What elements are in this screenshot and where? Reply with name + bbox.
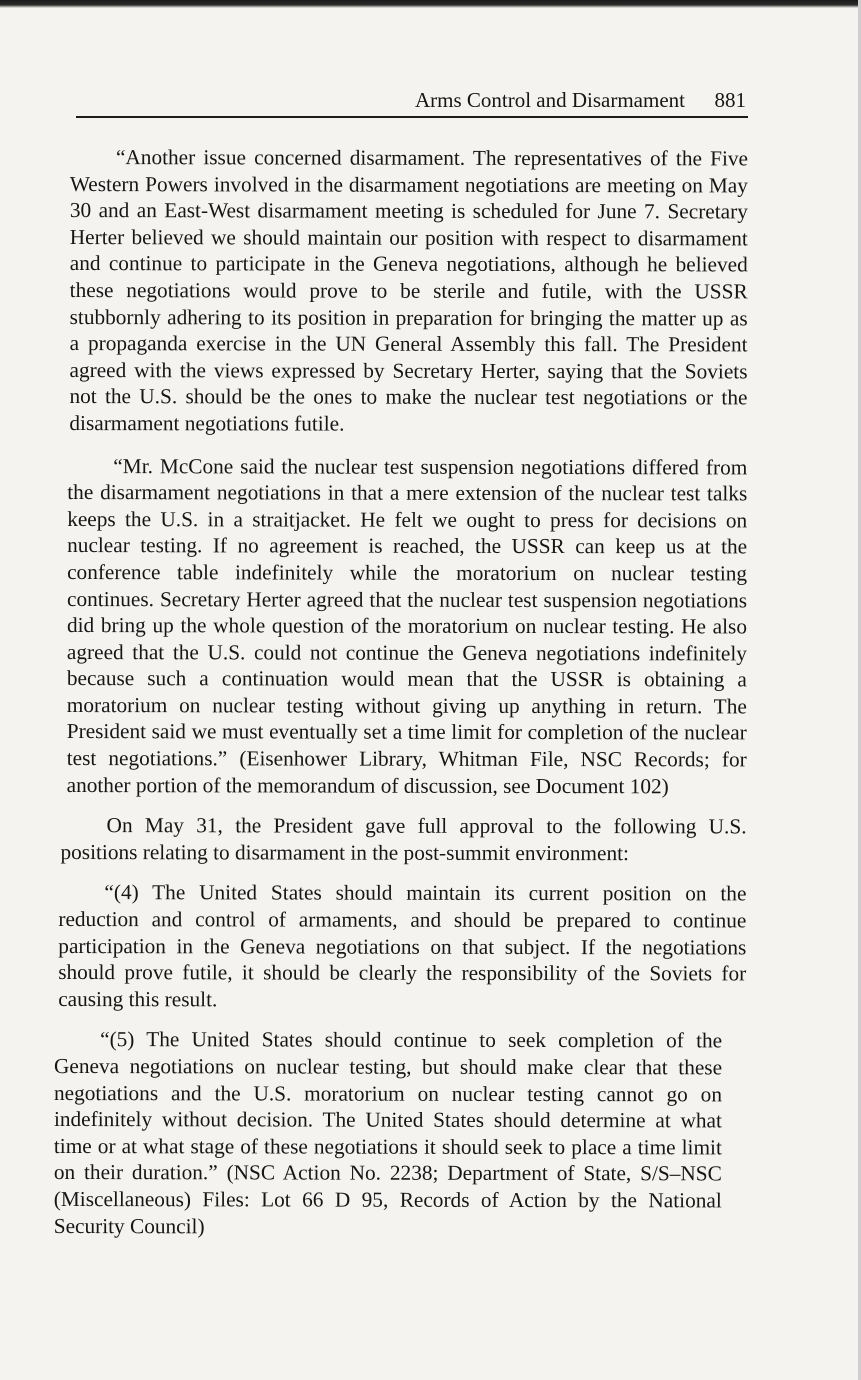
paragraph-may-31-approval: On May 31, the President gave full approval to the following U.S. positions relating to disarmament in the post-summit environment: bbox=[60, 813, 747, 866]
paragraph-position-4: “(4) The United States should maintain its current position on the reduction and control of armaments, and should be prepared to continue participation in the Geneva negotiations on that subject. If the negotiations should prove futile, it should be clearly the responsibility of the Soviets for causing this result. bbox=[58, 880, 747, 1012]
paragraph-mccone-nuclear-test: “Mr. McCone said the nuclear test suspension negotiations differed from the disarmament negotiations in that a mere extension of the nuclear test talks keeps the U.S. in a straitjacket. He felt we ought to press for decisions on nuclear testing. If no agreement is reached, the USSR can keep us at the conference table indefinitely while the moratorium on nuclear testing continues. Secretary Herter agreed that the nuclear test suspension negotiations did bring up the whole question of the moratorium on nuclear testing. He also agreed that the U.S. could not continue the Geneva negotiations indefinitely because such a continuation would mean that the USSR is obtaining a moratorium on nuclear testing without giving up anything in return. The President said we must eventually set a time limit for completion of the nuclear test negotiations.” (Eisenhower Library, Whitman File, NSC Records; for another portion of the memorandum of discussion, see Document 102) bbox=[66, 453, 748, 798]
paragraph-position-5: “(5) The United States should continue to seek completion of the Geneva negotiations on nuclear testing, but should make clear that these negotiations and the U.S. moratorium on nuclear testing cannot go on indefinitely without decision. The United States should determine at what time or at what stage of these negotiations it should seek to place a time limit on their duration.” (NSC Action No. 2238; Department of State, S/S–NSC (Miscellaneous) Files: Lot 66 D 95, Records of Action by the National Security Council) bbox=[53, 1027, 723, 1238]
header-title: Arms Control and Disarmament bbox=[414, 88, 685, 112]
page-number: 881 bbox=[714, 88, 746, 112]
running-header bbox=[76, 86, 748, 118]
scan-edge-top bbox=[0, 0, 861, 8]
paragraph-disarmament-issue: “Another issue concerned disarmament. The representatives of the Five Western Powers involved in the disarmament negotiations are meeting on May 30 and an East-West disarmament meeting is scheduled for June 7. Secretary Herter believed we should maintain our position with respect to disarmament and continue to participate in the Geneva negotiations, although he believed these negotiations would prove to be sterile and futile, with the USSR stubbornly adhering to its position in preparation for bringing the matter up as a propaganda exercise in the UN General Assembly this fall. The President agreed with the views expressed by Secretary Herter, saying that the Soviets not the U.S. should be the ones to make the nuclear test negotiations or the disarmament negotiations futile. bbox=[69, 145, 748, 436]
document-body bbox=[53, 144, 748, 1241]
